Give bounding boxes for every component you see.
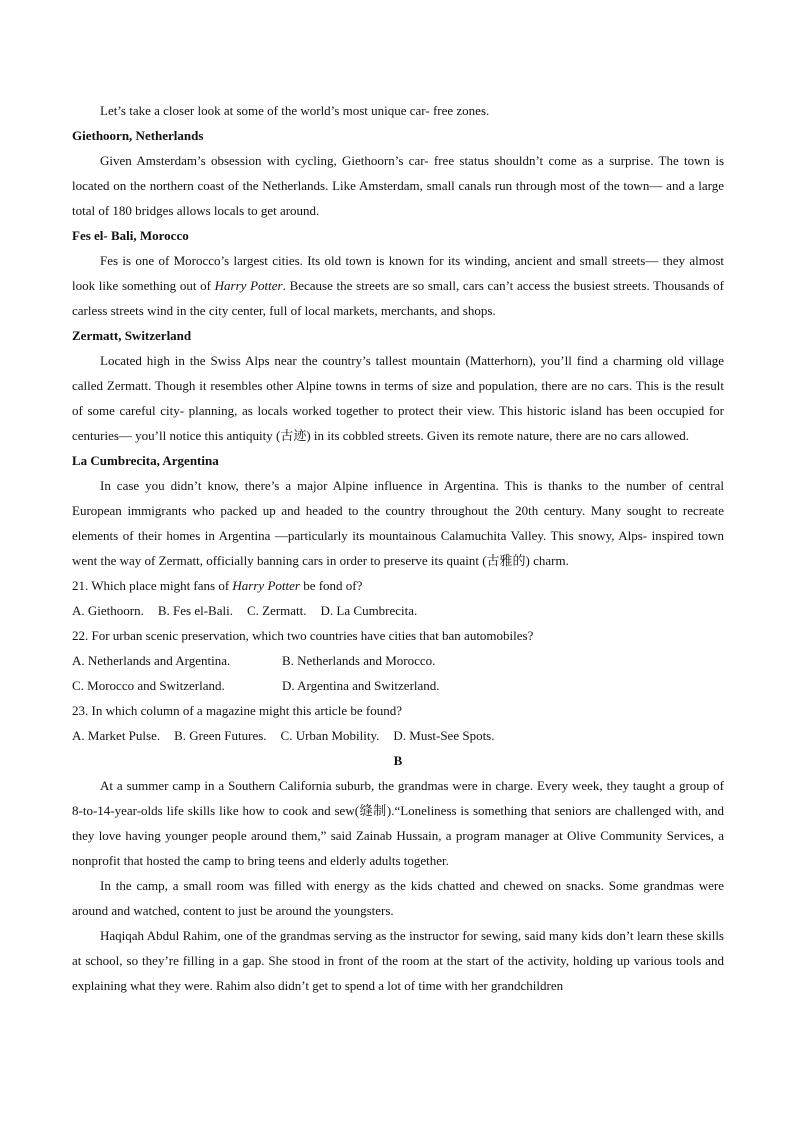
section-b-paragraph-1: At a summer camp in a Southern California suburb, the grandmas were in charge. Every week, they taught a group of 8-to-14-year-olds life skills like how to cook and sew(缝制).“Loneliness is something that seniors are challenged with, and they love having younger people around them,” said Zainab Hussain, a program manager at Olive Community Services, a nonprofit that hosted the camp to bring teens and elderly adults together. [72,778,724,868]
fes-italic-title: Harry Potter [214,278,283,293]
section-heading-zermatt: Zermatt, Switzerland [72,328,192,343]
section-b-paragraph-3: Haqiqah Abdul Rahim, one of the grandmas serving as the instructor for sewing, said many kids don’t learn these skills at school, so they’re filling in a gap. She stood in front of the room at the start of the activity, holding up various tools and explaining what they were. Rahim also didn’t get to spend a lot of time with her grandchildren [72,928,724,993]
q22-option-b: B. Netherlands and Morocco. [282,653,436,668]
q21-option-c: C. Zermatt. [246,603,307,618]
q21-stem-part-2: be fond of? [299,578,363,593]
document-page [72,98,724,998]
question-23-stem: 23. In which column of a magazine might this article be found? [72,703,402,718]
q23-option-b: B. Green Futures. [174,728,267,743]
question-22-stem: 22. For urban scenic preservation, which two countries have cities that ban automobiles? [72,628,534,643]
fes-text-part-1: Fes is one of Morocco’s largest cities. Its old town is known for its winding, ancient and small streets— they almost look like something out of [72,253,724,293]
q22-option-a: A. Netherlands and Argentina. [72,653,231,668]
q23-option-c: C. Urban Mobility. [280,728,380,743]
q22-option-c: C. Morocco and Switzerland. [72,678,225,693]
section-text-cumbrecita: In case you didn’t know, there’s a major Alpine influence in Argentina. This is thanks to the number of central European immigrants who packed up and headed to the country throughout the 20th century. Many sought to recreate elements of their homes in Argentina —particularly its mountainous Calamuchita Valley. This snowy, Alps- inspired town went the way of Zermatt, officially banning cars in order to preserve its quaint (古雅的) charm. [72,478,724,568]
section-text-zermatt: Located high in the Swiss Alps near the country’s tallest mountain (Matterhorn), you’ll find a charming old village called Zermatt. Though it resembles other Alpine towns in terms of size and population, there are no cars. This is the result of some careful city- planning, as locals worked together to protect their view. This historic island has been occupied for centuries— you’ll notice this antiquity (古迹) in its cobbled streets. Given its remote nature, there are no cars allowed. [72,353,724,443]
q21-italic-title: Harry Potter [232,578,300,593]
section-heading-fes: Fes el- Bali, Morocco [72,228,189,243]
question-23-options [72,723,724,748]
question-22-options-row-2 [72,673,724,698]
q23-option-d: D. Must-See Spots. [393,728,495,743]
section-text-fes [72,248,724,323]
question-22-options-row-1 [72,648,724,673]
question-21-options [72,598,724,623]
section-b-paragraph-2: In the camp, a small room was filled with energy as the kids chatted and chewed on snacks. Some grandmas were around and watched, content to just be around the youngsters. [72,878,724,918]
q21-option-a: A. Giethoorn. [72,603,144,618]
section-heading-cumbrecita: La Cumbrecita, Argentina [72,453,219,468]
q21-stem-part-1: 21. Which place might fans of [72,578,233,593]
q21-option-b: B. Fes el-Bali. [157,603,233,618]
q22-option-d: D. Argentina and Switzerland. [282,678,440,693]
intro-paragraph: Let’s take a closer look at some of the world’s most unique car- free zones. [100,103,490,118]
section-b-label: B [393,753,403,768]
q21-option-d: D. La Cumbrecita. [320,603,418,618]
fes-text-part-2: . Because the streets are so small, cars can’t access the busiest streets. Thousands of carless streets wind in the city center, full of local markets, merchants, and shops. [72,278,724,318]
section-text-giethoorn: Given Amsterdam’s obsession with cycling, Giethoorn’s car- free status shouldn’t come as a surprise. The town is located on the northern coast of the Netherlands. Like Amsterdam, small canals run through most of the town— and a large total of 180 bridges allows locals to get around. [72,153,724,218]
q23-option-a: A. Market Pulse. [72,728,161,743]
section-heading-giethoorn: Giethoorn, Netherlands [72,128,204,143]
question-21-stem [72,573,724,598]
